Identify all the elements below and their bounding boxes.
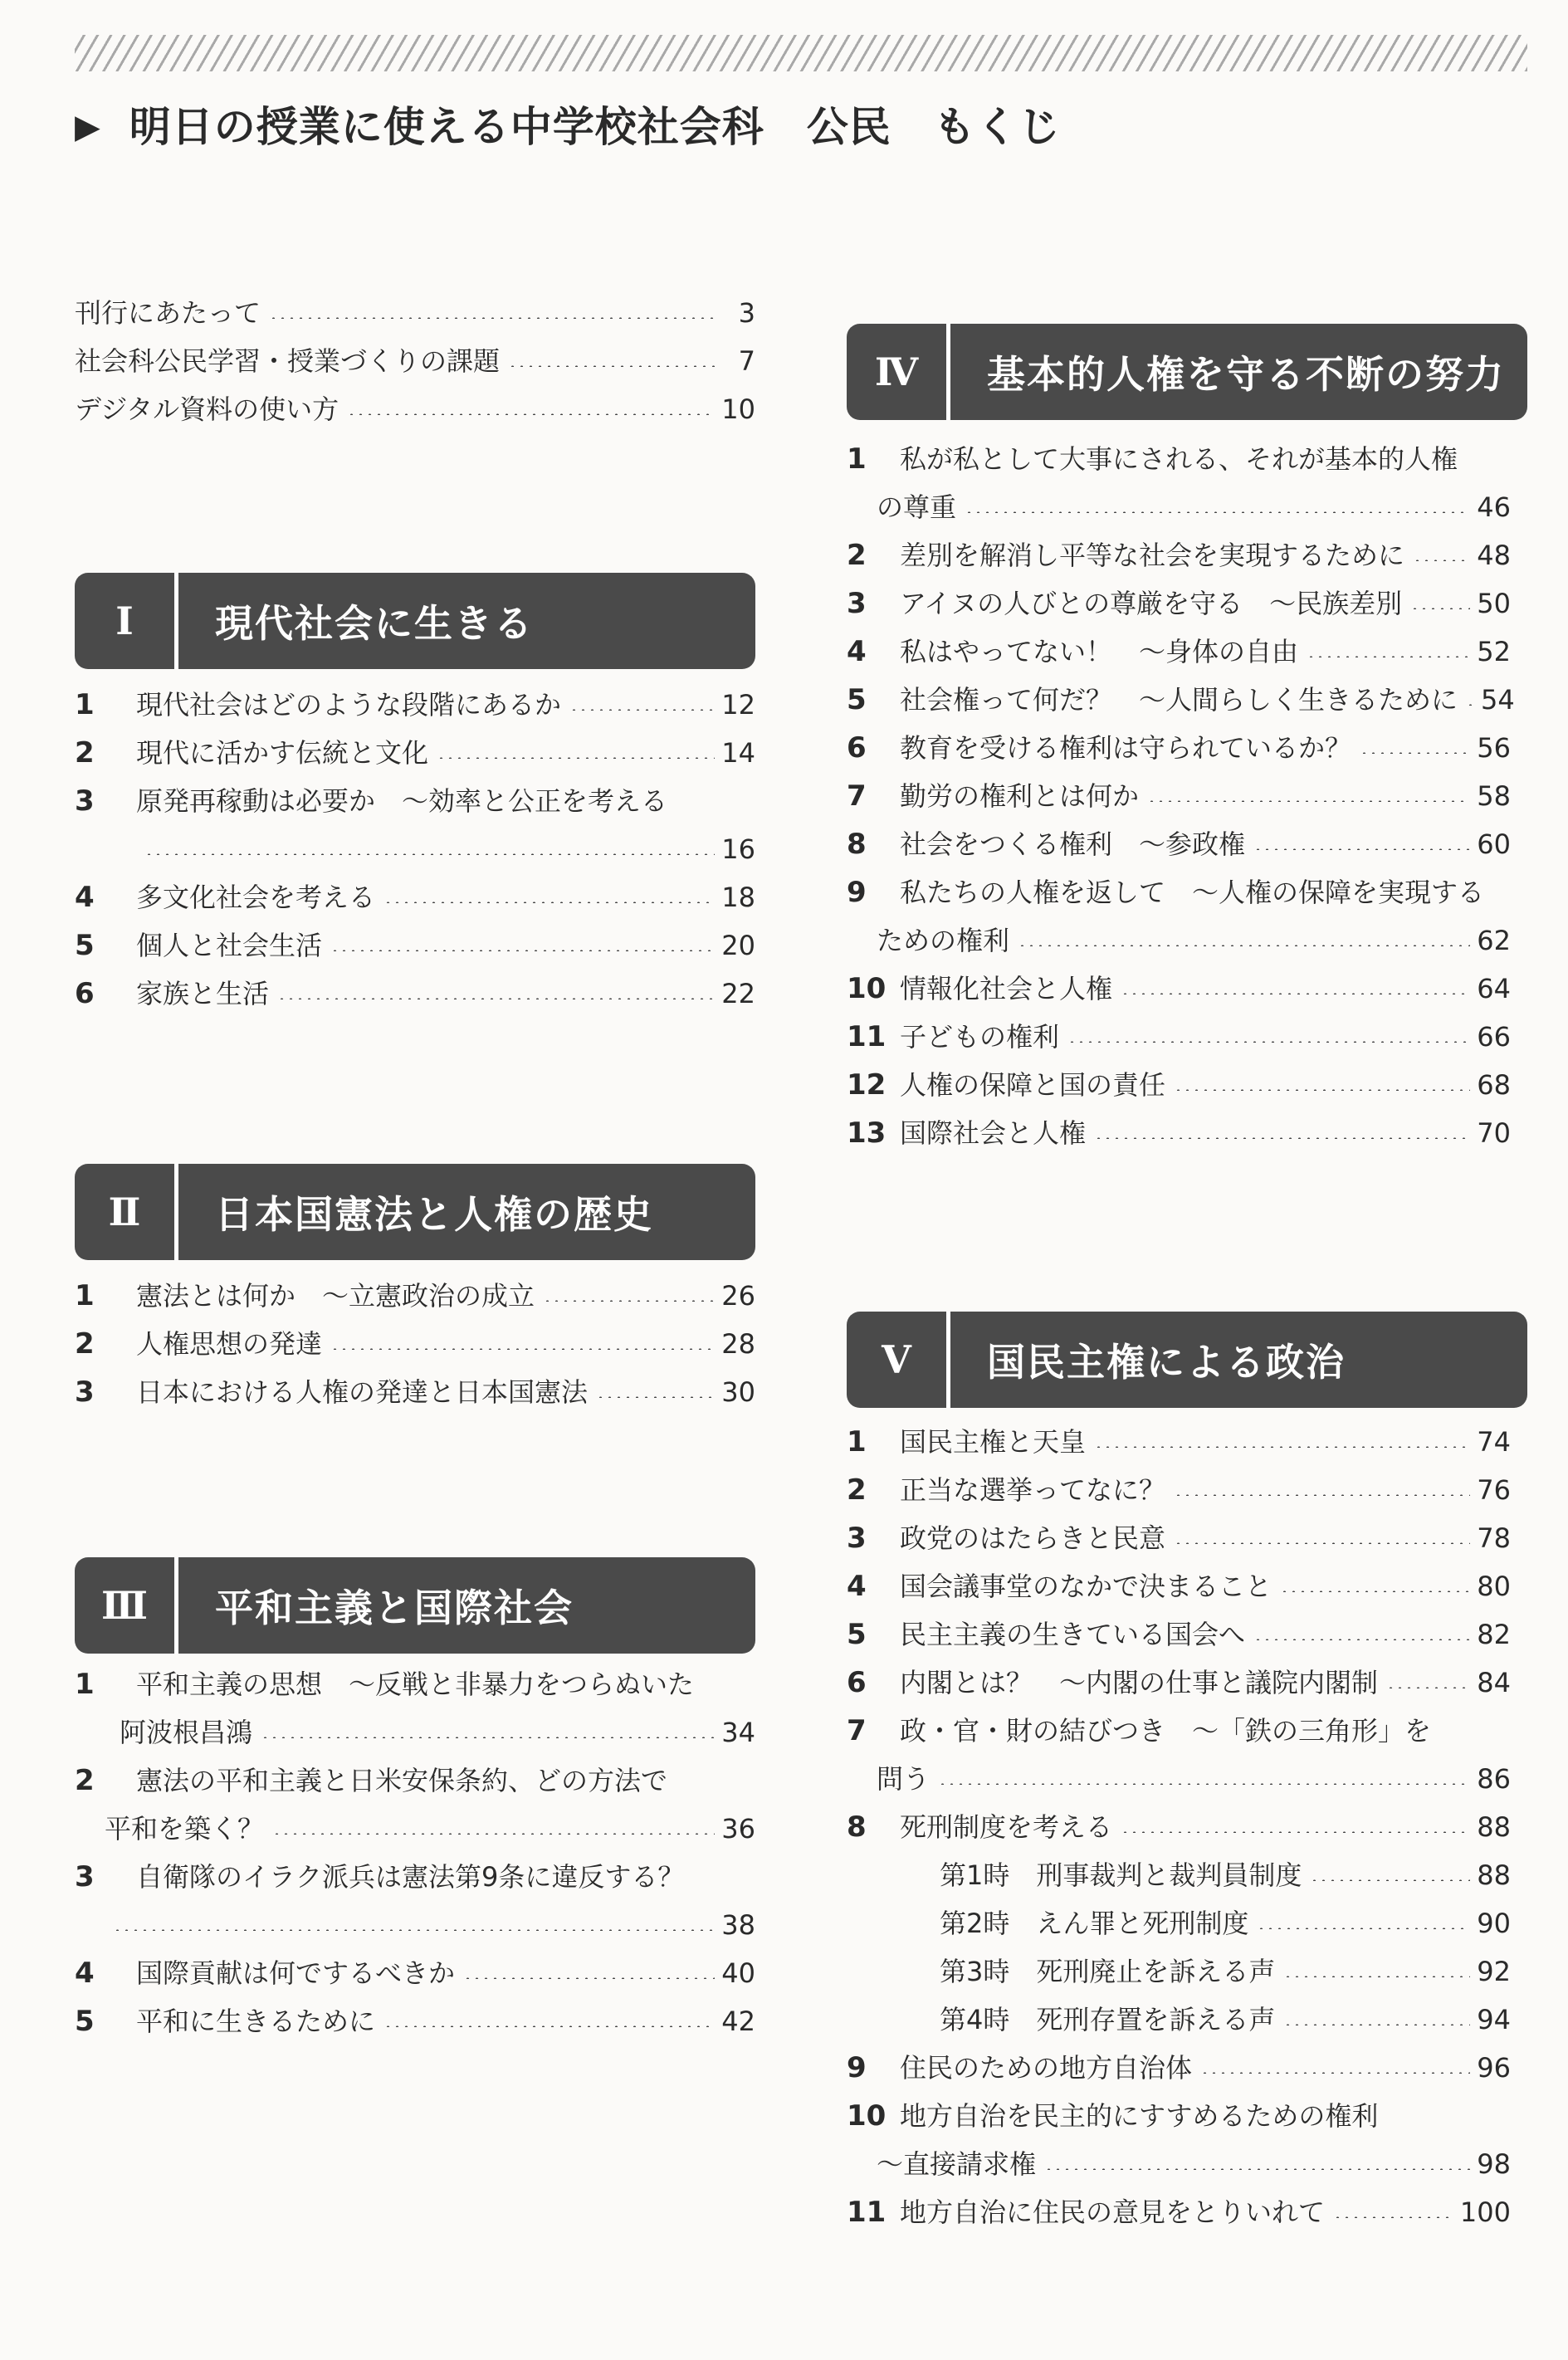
entry-title: 私はやってない！ ～身体の自由 (900, 636, 1299, 667)
toc-subentry[interactable] (847, 1996, 1511, 2044)
page-number: 46 (1477, 491, 1511, 523)
dot-leader (261, 1737, 715, 1738)
entry-title: 政党のはたらきと民意 (900, 1522, 1166, 1554)
toc-entry[interactable] (847, 2092, 1511, 2140)
dot-leader (1283, 2024, 1470, 2025)
entry-title: 刊行にあたって (75, 297, 261, 329)
page-number: 88 (1477, 1811, 1511, 1843)
page-number: 82 (1477, 1619, 1511, 1650)
page-number: 62 (1477, 925, 1511, 956)
toc-entry[interactable] (847, 2044, 1511, 2092)
entry-title: 社会権って何だ？ ～人間らしく生きるために (900, 684, 1458, 716)
section-banner-3 (75, 1557, 755, 1654)
dot-leader (1174, 1494, 1470, 1496)
toc-entry-continuation[interactable] (847, 483, 1511, 531)
entry-title: 私が私として大事にされる、それが基本的人権 (900, 443, 1458, 475)
dot-leader (463, 1977, 715, 1979)
section-4-list (847, 435, 1515, 1157)
toc-entry-continuation[interactable] (75, 1901, 755, 1949)
toc-entry[interactable] (847, 1418, 1511, 1466)
dot-leader (1253, 848, 1470, 850)
dot-leader (272, 1833, 715, 1835)
page-number: 40 (721, 1957, 755, 1989)
entry-number: 5 (847, 683, 867, 716)
dot-leader (383, 2025, 715, 2027)
entry-number: 6 (847, 1666, 867, 1699)
page-number: 48 (1477, 540, 1511, 571)
entry-title: 地方自治を民主的にすすめるための権利 (900, 2100, 1379, 2132)
dot-leader (383, 901, 715, 903)
page-number: 66 (1477, 1021, 1511, 1053)
triangle-marker-icon: ▶ (75, 108, 101, 146)
toc-entry[interactable] (847, 531, 1511, 579)
page-number: 78 (1477, 1522, 1511, 1554)
page-number: 86 (1477, 1763, 1511, 1795)
entry-title: 正当な選挙ってなに？ (900, 1474, 1166, 1506)
entry-number: 3 (75, 1860, 95, 1893)
toc-entry[interactable] (847, 2188, 1511, 2236)
dot-leader (1044, 2168, 1470, 2170)
toc-entry[interactable] (75, 777, 755, 825)
page-number: 90 (1477, 1908, 1511, 1939)
page-title (75, 98, 1527, 156)
page-number: 16 (721, 833, 755, 865)
entry-title: 子どもの権利 (900, 1021, 1060, 1053)
entry-number: 7 (847, 779, 867, 813)
dot-leader (596, 1396, 715, 1398)
entry-title: 民主主義の生きている国会へ (900, 1619, 1246, 1650)
dot-leader (1121, 1831, 1470, 1833)
toc-entry[interactable] (75, 1997, 755, 2045)
dot-leader (1466, 704, 1474, 706)
dot-leader (1121, 993, 1470, 994)
section-title: 平和主義と国際社会 (215, 1586, 574, 1630)
toc-entry[interactable] (847, 1466, 1511, 1514)
page-number: 98 (1477, 2148, 1511, 2180)
page-number: 56 (1477, 732, 1511, 764)
page-number: 68 (1477, 1069, 1511, 1101)
entry-title: 国際貢献は何でするべきか (136, 1957, 456, 1989)
entry-title: 憲法の平和主義と日米安保条約、どの方法で (136, 1765, 668, 1796)
entry-number: 8 (847, 828, 867, 861)
dot-leader (1200, 2072, 1470, 2074)
page-number: 14 (721, 737, 755, 769)
entry-title: 政・官・財の結びつき ～「鉄の三角形」を (900, 1715, 1432, 1747)
entry-title: 現代に活かす伝統と文化 (136, 737, 429, 769)
toc-entry[interactable] (75, 681, 755, 729)
entry-number: 11 (847, 1020, 887, 1053)
entry-number: 4 (847, 635, 867, 668)
page-number: 76 (1477, 1474, 1511, 1506)
entry-title: 差別を解消し平等な社会を実現するために (900, 540, 1405, 571)
entry-title: 多文化社会を考える (136, 882, 376, 913)
entry-number: 12 (847, 1068, 887, 1102)
dot-leader (543, 1300, 715, 1302)
section-banner-2 (75, 1164, 755, 1260)
entry-number: 2 (847, 539, 867, 572)
entry-title: 自衛隊のイラク派兵は憲法第9条に違反する？ (136, 1861, 685, 1893)
section-banner-4 (847, 324, 1527, 420)
entry-title: 人権思想の発達 (136, 1328, 323, 1360)
toc-entry[interactable] (847, 772, 1511, 820)
page-number: 92 (1477, 1956, 1511, 1987)
entry-title: 日本における人権の発達と日本国憲法 (136, 1376, 589, 1408)
dot-leader (1280, 1590, 1470, 1592)
entry-number: 6 (75, 977, 95, 1010)
entry-title: の尊重 (877, 491, 957, 523)
toc-entry[interactable] (847, 1514, 1511, 1562)
entry-number: 2 (75, 1327, 95, 1361)
dot-leader (1360, 752, 1470, 754)
entry-number: 1 (847, 1425, 867, 1459)
entry-title: 社会科公民学習・授業づくりの課題 (75, 345, 501, 377)
entry-number: 4 (75, 881, 95, 914)
toc-entry[interactable] (75, 921, 755, 970)
dot-leader (437, 757, 715, 759)
entry-title: デジタル資料の使い方 (75, 393, 339, 425)
page-number: 58 (1477, 780, 1511, 812)
dot-leader (1147, 800, 1470, 802)
page-number: 28 (721, 1328, 755, 1360)
dot-leader (113, 1929, 715, 1931)
toc-entry[interactable] (847, 1659, 1511, 1707)
page-number: 96 (1477, 2052, 1511, 2084)
page-number: 50 (1477, 588, 1511, 619)
toc-entry[interactable] (847, 868, 1511, 916)
entry-title: 第2時 えん罪と死刑制度 (940, 1908, 1249, 1939)
toc-entry[interactable] (847, 579, 1511, 628)
entry-title: 家族と生活 (136, 978, 270, 1009)
entry-number: 5 (847, 1618, 867, 1651)
toc-entry[interactable] (847, 965, 1511, 1013)
entry-number: 8 (847, 1810, 867, 1844)
section-numeral: Ⅲ (75, 1557, 178, 1654)
entry-title: 平和主義の思想 ～反戦と非暴力をつらぬいた (136, 1669, 695, 1700)
section-2-list (75, 1272, 755, 1416)
section-1-list (75, 681, 755, 1018)
entry-number: 9 (847, 2051, 867, 2084)
dot-leader (1333, 2216, 1453, 2218)
page-number: 64 (1477, 973, 1511, 1004)
page-number: 70 (1477, 1117, 1511, 1149)
toc-subentry[interactable] (847, 1851, 1511, 1899)
toc-entry-continuation[interactable] (847, 1755, 1511, 1803)
toc-entry[interactable] (847, 1803, 1511, 1851)
page-number: 10 (721, 393, 755, 425)
toc-entry[interactable] (847, 676, 1515, 724)
page-number: 54 (1481, 684, 1515, 716)
entry-number: 1 (75, 1279, 95, 1312)
entry-title: 国際社会と人権 (900, 1117, 1087, 1149)
page-number: 88 (1477, 1859, 1511, 1891)
page-number: 7 (738, 345, 755, 377)
toc-entry[interactable] (75, 1757, 755, 1805)
intro-list (75, 289, 755, 433)
page-number: 20 (721, 930, 755, 961)
section-numeral: Ⅳ (847, 324, 950, 420)
dot-leader (1257, 1928, 1470, 1929)
entry-title: 個人と社会生活 (136, 930, 323, 961)
section-title: 基本的人権を守る不断の努力 (987, 352, 1505, 397)
entry-number: 3 (847, 587, 867, 620)
toc-entry[interactable] (75, 385, 755, 433)
dot-leader (938, 1783, 1470, 1785)
entry-title: 第3時 死刑廃止を訴える声 (940, 1956, 1276, 1987)
dot-leader (965, 511, 1470, 513)
dot-leader (1410, 608, 1470, 609)
page-number: 60 (1477, 828, 1511, 860)
entry-title: 人権の保障と国の責任 (900, 1069, 1166, 1101)
dot-leader (1253, 1639, 1470, 1640)
section-numeral: Ⅱ (75, 1164, 178, 1260)
page-number: 3 (738, 297, 755, 329)
page-number: 30 (721, 1376, 755, 1408)
dot-leader (269, 317, 719, 319)
toc-subentry[interactable] (847, 1899, 1511, 1947)
entry-number: 4 (75, 1957, 95, 1990)
entry-number: 11 (847, 2196, 887, 2229)
dot-leader (144, 853, 715, 855)
entry-title: 第4時 死刑存置を訴える声 (940, 2004, 1276, 2035)
entry-number: 2 (75, 736, 95, 770)
toc-entry[interactable] (75, 1368, 755, 1416)
toc-entry[interactable] (847, 820, 1511, 868)
page-number: 52 (1477, 636, 1511, 667)
entry-title: 第1時 刑事裁判と裁判員制度 (940, 1859, 1302, 1891)
section-numeral: Ⅴ (847, 1312, 950, 1408)
toc-entry[interactable] (75, 970, 755, 1018)
entry-number: 2 (847, 1473, 867, 1507)
toc-entry-continuation[interactable] (75, 1805, 755, 1853)
dot-leader (1413, 559, 1470, 561)
page-number: 36 (721, 1813, 755, 1845)
toc-entry[interactable] (75, 729, 755, 777)
entry-title: ための権利 (877, 925, 1010, 956)
entry-title: 情報化社会と人権 (900, 973, 1113, 1004)
toc-entry[interactable] (75, 289, 755, 337)
entry-title: 平和を築く？ (105, 1813, 265, 1845)
page-title-text: 明日の授業に使える中学校社会科 公民 もくじ (129, 103, 1061, 151)
header-hatch-band (75, 35, 1527, 71)
dot-leader (1386, 1687, 1470, 1688)
toc-entry-continuation[interactable] (75, 1708, 755, 1757)
toc-entry[interactable] (847, 435, 1511, 483)
toc-entry[interactable] (75, 1320, 755, 1368)
dot-leader (1307, 656, 1470, 657)
dot-leader (1310, 1879, 1470, 1881)
page-number: 12 (721, 689, 755, 721)
entry-title: 教育を受ける権利は守られているか？ (900, 732, 1352, 764)
entry-title: 阿波根昌鴻 (120, 1717, 253, 1748)
entry-title: 国民主権と天皇 (900, 1426, 1087, 1458)
entry-number: 13 (847, 1116, 887, 1150)
section-title: 現代社会に生きる (215, 601, 534, 646)
dot-leader (1283, 1976, 1470, 1977)
dot-leader (508, 365, 719, 367)
entry-title: 地方自治に住民の意見をとりいれて (900, 2196, 1326, 2228)
toc-entry[interactable] (75, 1272, 755, 1320)
toc-entry[interactable] (75, 1853, 755, 1901)
dot-leader (1174, 1542, 1470, 1544)
entry-title: ～直接請求権 (877, 2148, 1037, 2180)
page-number: 22 (721, 978, 755, 1009)
toc-entry[interactable] (847, 1707, 1511, 1755)
entry-title: 原発再稼動は必要か ～効率と公正を考える (136, 785, 668, 817)
entry-title: 国会議事堂のなかで決まること (900, 1571, 1272, 1602)
entry-number: 1 (847, 442, 867, 476)
dot-leader (277, 998, 715, 999)
entry-title: 住民のための地方自治体 (900, 2052, 1193, 2084)
entry-title: 死刑制度を考える (900, 1811, 1113, 1843)
toc-entry[interactable] (75, 1660, 755, 1708)
toc-entry-continuation[interactable] (847, 2140, 1511, 2188)
toc-entry[interactable] (847, 724, 1511, 772)
page-number: 18 (721, 882, 755, 913)
section-title: 国民主権による政治 (987, 1340, 1346, 1385)
entry-number: 4 (847, 1570, 867, 1603)
entry-number: 3 (847, 1522, 867, 1555)
dot-leader (347, 413, 715, 415)
section-banner-1 (75, 573, 755, 669)
dot-leader (1094, 1446, 1470, 1448)
toc-entry-continuation[interactable] (75, 825, 755, 873)
dot-leader (1174, 1089, 1470, 1091)
dot-leader (569, 709, 715, 711)
dot-leader (1018, 945, 1470, 946)
section-5-list (847, 1418, 1511, 2236)
entry-title: 憲法とは何か ～立憲政治の成立 (136, 1280, 535, 1312)
entry-title: 社会をつくる権利 ～参政権 (900, 828, 1246, 860)
section-banner-5 (847, 1312, 1527, 1408)
page-number: 42 (721, 2006, 755, 2037)
entry-number: 3 (75, 784, 95, 818)
entry-title: 内閣とは？ ～内閣の仕事と議院内閣制 (900, 1667, 1379, 1698)
toc-entry-continuation[interactable] (847, 916, 1511, 965)
toc-subentry[interactable] (847, 1947, 1511, 1996)
entry-number: 7 (847, 1714, 867, 1747)
section-title: 日本国憲法と人権の歴史 (215, 1192, 653, 1237)
entry-title: 平和に生きるために (136, 2006, 376, 2037)
toc-entry[interactable] (75, 873, 755, 921)
entry-number: 9 (847, 876, 867, 909)
toc-entry[interactable] (847, 1109, 1511, 1157)
page-number: 26 (721, 1280, 755, 1312)
entry-title: アイヌの人びとの尊厳を守る ～民族差別 (900, 588, 1403, 619)
toc-entry[interactable] (847, 1013, 1511, 1061)
entry-number: 10 (847, 972, 887, 1005)
page-number: 94 (1477, 2004, 1511, 2035)
page-number: 84 (1477, 1667, 1511, 1698)
dot-leader (1067, 1041, 1470, 1043)
toc-entry[interactable] (847, 628, 1511, 676)
page-number: 34 (721, 1717, 755, 1748)
entry-number: 10 (847, 2099, 887, 2133)
section-numeral: Ⅰ (75, 573, 178, 669)
toc-entry[interactable] (75, 337, 755, 385)
entry-title: 現代社会はどのような段階にあるか (136, 689, 562, 721)
dot-leader (330, 950, 715, 951)
toc-entry[interactable] (847, 1610, 1511, 1659)
entry-number: 2 (75, 1764, 95, 1797)
section-3-list (75, 1660, 755, 2045)
entry-number: 5 (75, 2005, 95, 2038)
page-number: 80 (1477, 1571, 1511, 1602)
page-number: 74 (1477, 1426, 1511, 1458)
entry-title: 私たちの人権を返して ～人権の保障を実現する (900, 877, 1485, 908)
page-number: 100 (1459, 2196, 1511, 2228)
toc-entry[interactable] (847, 1061, 1511, 1109)
page-number: 38 (721, 1909, 755, 1941)
dot-leader (1094, 1137, 1470, 1139)
entry-number: 6 (847, 731, 867, 765)
toc-entry[interactable] (847, 1562, 1511, 1610)
entry-number: 3 (75, 1375, 95, 1409)
entry-number: 5 (75, 929, 95, 962)
entry-title: 問う (877, 1763, 931, 1795)
dot-leader (330, 1348, 715, 1350)
entry-number: 1 (75, 1668, 95, 1701)
entry-title: 勤労の権利とは何か (900, 780, 1140, 812)
entry-number: 1 (75, 688, 95, 721)
toc-entry[interactable] (75, 1949, 755, 1997)
